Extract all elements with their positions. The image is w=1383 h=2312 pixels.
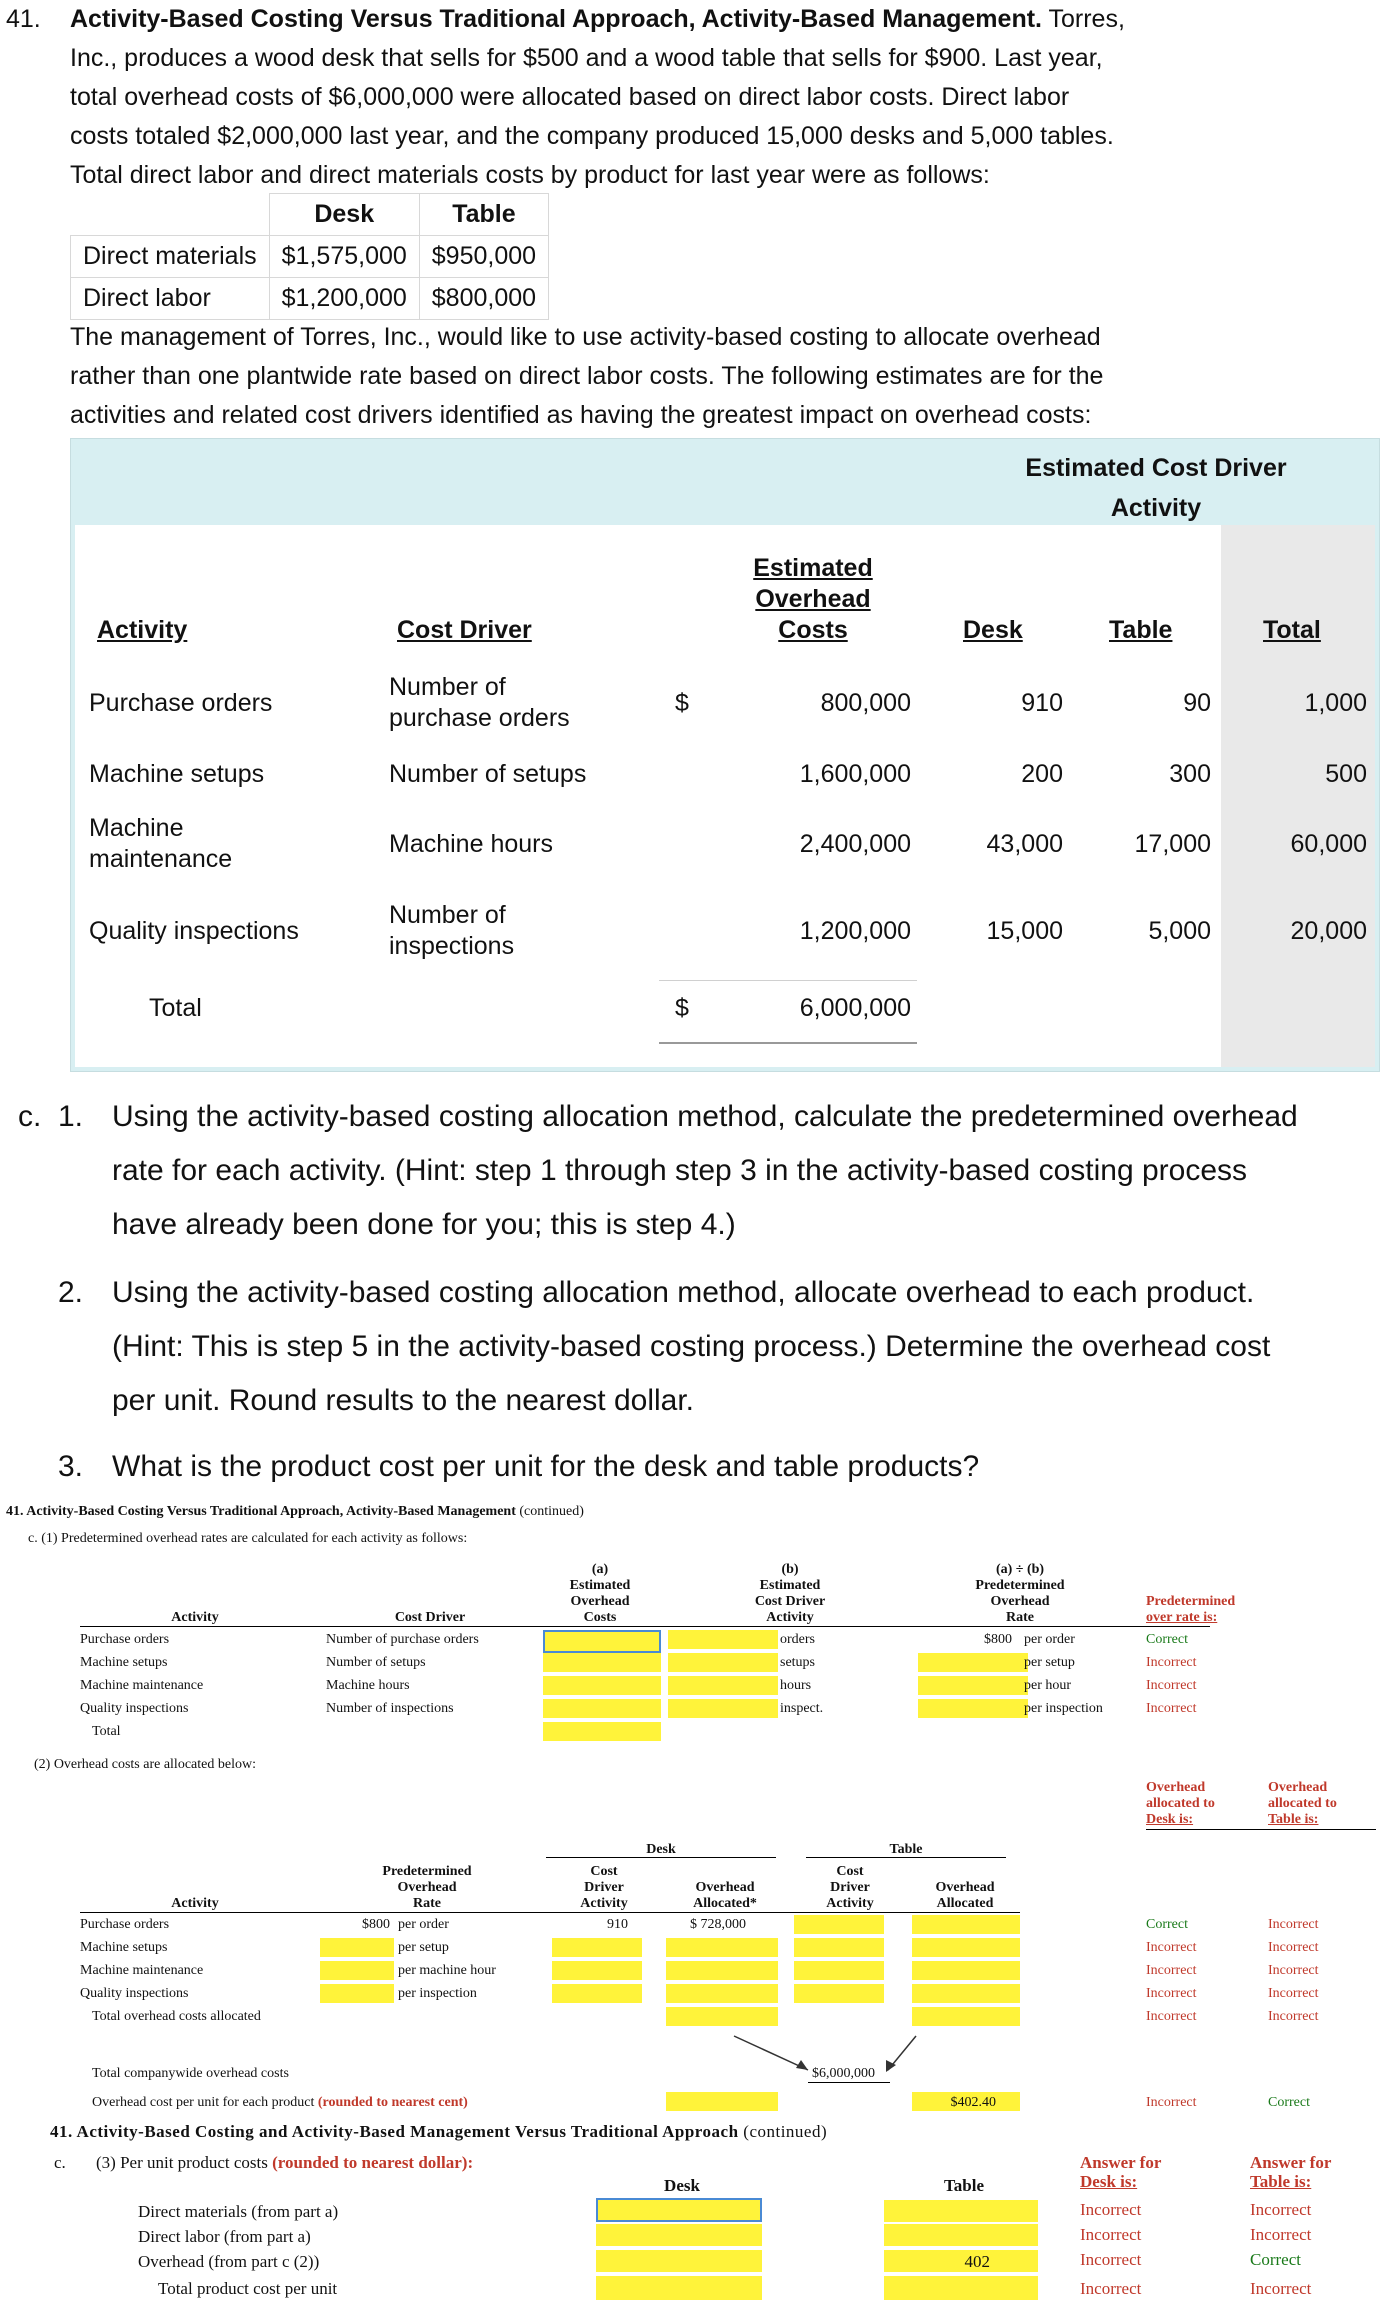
col-total: Total — [1263, 616, 1321, 644]
desk-per-unit-input[interactable] — [666, 2092, 778, 2111]
rate-input[interactable] — [918, 1676, 1028, 1695]
table-activity-input[interactable] — [794, 1915, 884, 1934]
col-activity: Activity — [97, 616, 188, 644]
problem-intro: Activity-Based Costing Versus Traditional Approach, Activity-Based Management. Torres, Inc., produces a wood desk that sells for $500 and a wood table that sells for $900. Last year, total overhead costs of $6,000,000 were allocated based on direct labor costs. Direct labor costs totaled $2,000,000 last year, and the company produced 15,000 desks and 5,000 tables. Total direct labor and direct materials costs by product for last year were as follows: — [70, 5, 1125, 189]
table-dm-input[interactable] — [884, 2200, 1038, 2222]
desk-activity-input[interactable] — [552, 1961, 642, 1980]
desk-dl-input[interactable] — [596, 2224, 762, 2246]
rate-input[interactable] — [320, 1961, 394, 1980]
driver-activity-input[interactable] — [668, 1653, 778, 1672]
group-header: Estimated Cost Driver — [1025, 454, 1287, 482]
cost-table: Desk Table Direct materials $1,575,000 $950,000 Direct labor $1,200,000 $800,000 — [70, 193, 549, 320]
problem-title: Activity-Based Costing Versus Traditional Approach, Activity-Based Management. — [70, 5, 1042, 33]
overhead-cost-input[interactable] — [543, 1630, 661, 1653]
table-total-input[interactable] — [884, 2276, 1038, 2300]
overhead-cost-input[interactable] — [543, 1699, 661, 1718]
table-total-input[interactable] — [912, 2007, 1020, 2026]
desk-activity-input[interactable] — [552, 1938, 642, 1957]
overhead-total-input[interactable] — [543, 1722, 661, 1741]
table-activity-input[interactable] — [794, 1961, 884, 1980]
table-alloc-input[interactable] — [912, 1915, 1020, 1934]
desk-alloc-input[interactable] — [666, 1984, 778, 2003]
desk-total-input[interactable] — [666, 2007, 778, 2026]
desk-dm-input[interactable] — [596, 2198, 762, 2222]
driver-activity-input[interactable] — [668, 1630, 778, 1649]
rate-input[interactable] — [320, 1938, 394, 1957]
desk-activity-input[interactable] — [552, 1984, 642, 2003]
table-activity-input[interactable] — [794, 1984, 884, 2003]
rate-input[interactable] — [918, 1699, 1028, 1718]
problem-number: 41. — [6, 5, 41, 33]
table-row: Direct materials $1,575,000 $950,000 — [71, 236, 549, 278]
driver-activity-input[interactable] — [668, 1676, 778, 1695]
col-desk: Desk — [963, 616, 1023, 644]
col-table: Table — [1109, 616, 1173, 644]
desk-alloc-input[interactable] — [666, 1938, 778, 1957]
problem-mid-text: The management of Torres, Inc., would like to use activity-based costing to allocate overhead rather than one plantwide rate based on direct labor costs. The following estimates are for the activities and related cost drivers identified as having the greatest impact on overhead costs: — [70, 323, 1104, 429]
table-alloc-input[interactable] — [912, 1984, 1020, 2003]
estimates-table: Estimated Cost Driver Activity Activity Cost Driver Estimated Overhead Costs Desk Table Total Purchase orders Number of purchase orders $ 800,000 910 90 1,000 Machine setups Number of setups 1,600,000 200 300 500 Machine maintenance Machine hours 2,400,000 43,000 17,000 60,000 Quality inspections Number of inspections 1,200,000 15,000 5,000 20,000 Total $ 6,000,000 — [70, 438, 1380, 1072]
rate-input[interactable] — [918, 1653, 1028, 1672]
table-alloc-input[interactable] — [912, 1938, 1020, 1957]
desk-alloc-input[interactable] — [666, 1961, 778, 1980]
desk-oh-input[interactable] — [596, 2250, 762, 2272]
col-costs: Estimated — [753, 554, 873, 582]
col-driver: Cost Driver — [397, 616, 532, 644]
table-activity-input[interactable] — [794, 1938, 884, 1957]
rate-input[interactable] — [320, 1984, 394, 2003]
table-alloc-input[interactable] — [912, 1961, 1020, 1980]
driver-activity-input[interactable] — [668, 1699, 778, 1718]
overhead-cost-input[interactable] — [543, 1653, 661, 1672]
desk-total-input[interactable] — [596, 2276, 762, 2300]
table-dl-input[interactable] — [884, 2224, 1038, 2246]
overhead-cost-input[interactable] — [543, 1676, 661, 1695]
table-row: Direct labor $1,200,000 $800,000 — [71, 278, 549, 320]
